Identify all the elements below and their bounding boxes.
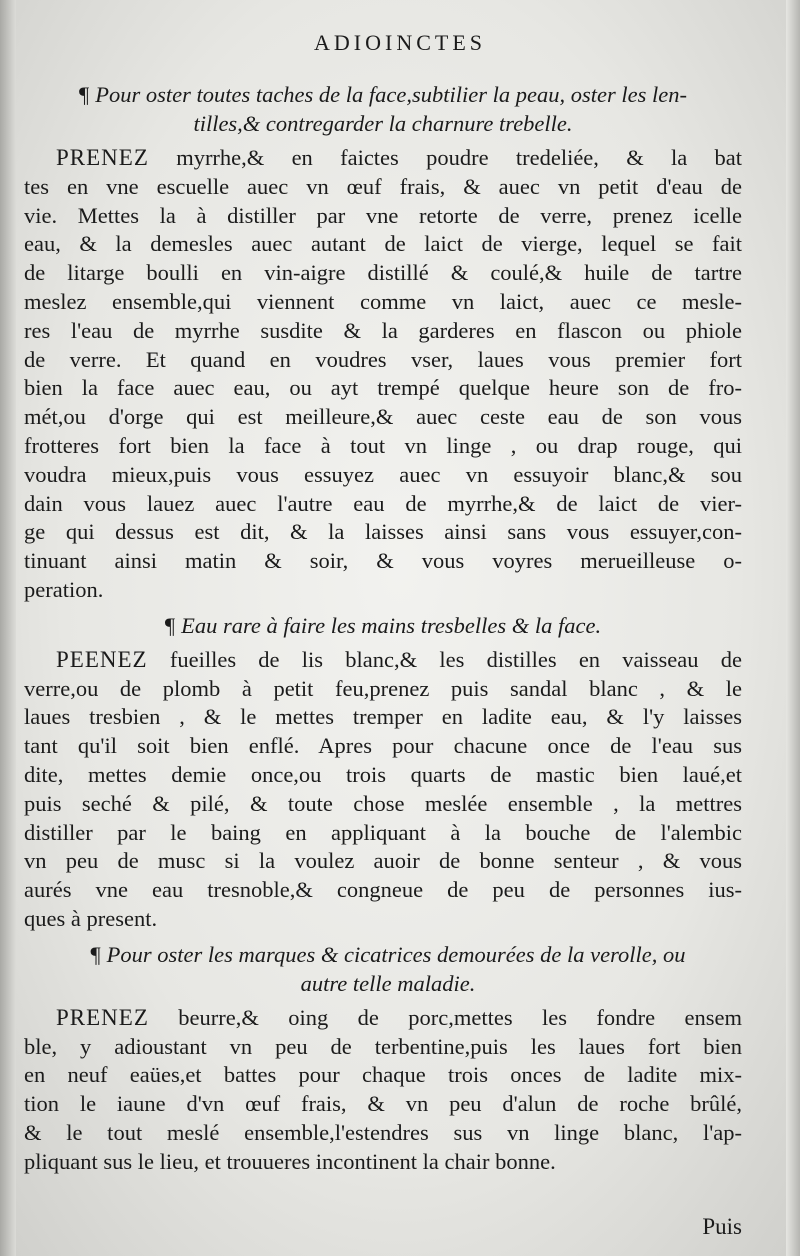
paragraph-line: aurés vne eau tresnoble,& congneue de peu de personnes ius-: [24, 877, 742, 903]
paragraph-line: res l'eau de myrrhe susdite & la garderes en flascon ou phiole: [24, 317, 742, 343]
paragraph-line: dite, mettes demie once,ou trois quarts de mastic bien laué,et: [24, 761, 742, 787]
paragraph-line: tinuant ainsi matin & soir, & vous voyres merueilleuse o-: [24, 548, 742, 574]
paragraph-line: tion le iaune d'vn œuf frais, & vn peu d'alun de roche brûlé,: [24, 1091, 742, 1117]
pilcrow-icon: ¶: [79, 82, 90, 107]
paragraph-first-line: [24, 144, 742, 173]
paragraph-line: dain vous lauez auec l'autre eau de myrrhe,& de laict de vier-: [24, 490, 742, 516]
paragraph-line: de litarge boulli en vin-aigre distillé & coulé,& huile de tartre: [24, 260, 742, 286]
paragraph-line: vn peu de musc si la voulez auoir de bonne senteur , & vous: [24, 848, 742, 874]
paragraph-line: en neuf eaües,et battes pour chaque trois onces de ladite mix-: [24, 1062, 742, 1088]
paragraph-line: frotteres fort bien la face à tout vn linge , ou drap rouge, qui: [24, 432, 742, 458]
catchword: Puis: [702, 1214, 742, 1239]
section-rubric: [24, 611, 742, 640]
paragraph-lead-word: PRENEZ: [56, 1004, 149, 1030]
section-rubric: [24, 940, 742, 998]
paragraph-lead-word: PRENEZ: [56, 145, 149, 170]
paragraph-line: mét,ou d'orge qui est meilleure,& auec ceste eau de son vous: [24, 404, 742, 430]
paragraph-line: laues tresbien , & le mettes tremper en ladite eau, & l'y laisses: [24, 704, 742, 730]
paragraph-line-text: myrrhe,& en faictes poudre tredeliée, & la bat: [176, 145, 743, 170]
paragraph-line: pliquant sus le lieu, et trouueres incontinent la chair bonne.: [24, 1148, 556, 1174]
pilcrow-icon: ¶: [164, 612, 176, 638]
section-paragraph: [24, 144, 742, 605]
paragraph-line: peration.: [24, 576, 104, 602]
paragraph-line: de verre. Et quand en voudres vser, laues vous premier fort: [24, 346, 742, 372]
section-paragraph: [24, 646, 742, 934]
rubric-line: autre telle maladie.: [300, 970, 476, 996]
section-paragraph: [24, 1004, 742, 1177]
pilcrow-icon: ¶: [90, 941, 101, 967]
paragraph-line: eau, & la demesles auec autant de laict de vierge, lequel se fait: [24, 231, 742, 257]
paragraph-line-text: fueilles de lis blanc,& les distilles en vaisseau de: [169, 646, 742, 672]
paragraph-line-text: beurre,& oing de porc,mettes les fondre ensem: [178, 1004, 743, 1030]
rubric-line: ¶ Pour oster toutes taches de la face,subtilier la peau, oster les len-: [79, 82, 687, 107]
running-title: ADIOINCTES: [314, 30, 486, 55]
paragraph-first-line: [24, 646, 742, 675]
paragraph-line: ble, y adioustant vn peu de terbentine,puis les laues fort bien: [24, 1033, 742, 1059]
page-body: [24, 80, 742, 1183]
page-right-edge: [786, 0, 800, 1256]
paragraph-line: ge qui dessus est dit, & la laisses ainsi sans vous essuyer,con-: [24, 519, 742, 545]
paragraph-line: puis seché & pilé, & toute chose meslée ensemble , la mettres: [24, 790, 742, 816]
paragraph-line: verre,ou de plomb à petit feu,prenez puis sandal blanc , & le: [24, 675, 742, 701]
paragraph-line: vie. Mettes la à distiller par vne retorte de verre, prenez icelle: [24, 202, 742, 228]
rubric-line: tilles,& contregarder la charnure trebelle.: [193, 111, 573, 136]
paragraph-line: & le tout meslé ensemble,l'estendres sus vn linge blanc, l'ap-: [24, 1119, 742, 1145]
section-rubric: [24, 80, 742, 138]
paragraph-line: voudra mieux,puis vous essuyez auec vn essuyoir blanc,& sou: [24, 461, 742, 487]
paragraph-line: meslez ensemble,qui viennent comme vn laict, auec ce mesle-: [24, 288, 742, 314]
paragraph-line: ques à present.: [24, 905, 158, 931]
page-left-edge: [0, 0, 16, 1256]
paragraph-line: bien la face auec eau, ou ayt trempé quelque heure son de fro-: [24, 375, 742, 401]
rubric-line: ¶ Pour oster les marques & cicatrices demourées de la verolle, ou: [90, 941, 686, 967]
paragraph-line: distiller par le baing en appliquant à la bouche de l'alembic: [24, 819, 742, 845]
paragraph-line: tant qu'il soit bien enflé. Apres pour chacune once de l'eau sus: [24, 733, 742, 759]
paragraph-line: tes en vne escuelle auec vn œuf frais, & auec vn petit d'eau de: [24, 173, 742, 199]
paragraph-first-line: [24, 1004, 742, 1033]
paragraph-lead-word: PEENEZ: [56, 646, 148, 672]
rubric-line: ¶ Eau rare à faire les mains tresbelles & la face.: [164, 612, 602, 638]
